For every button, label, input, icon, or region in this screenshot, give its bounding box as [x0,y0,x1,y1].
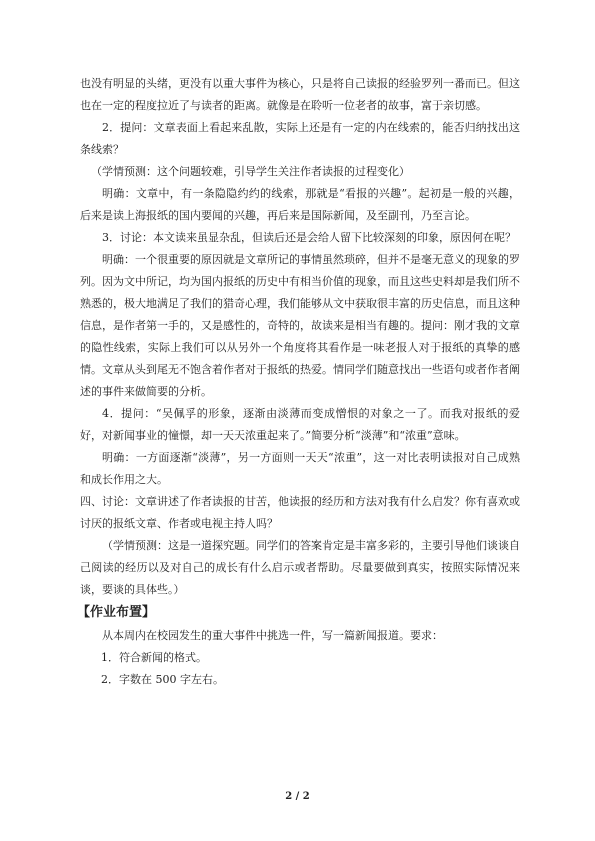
discussion-3: 3．讨论：本文读来虽显杂乱，但读后还是会给人留下比较深刻的印象，原因何在呢？ [102,231,516,244]
homework-intro: 从本周内在校园发生的重大事件中挑选一件，写一篇新闻报道。要求： [102,629,443,642]
prediction-note-1: （学情预测：这个问题较难，引导学生关注作者读报的过程变化） [91,165,410,178]
question-4: 4．提问：“吴佩孚的形象，逐渐由淡薄而变成憎恨的对象之一了。而我对报纸的爱好，对新闻事业的憧憬，却一天天浓重起来了。”简要分析“淡薄”和“浓重”意味。 [80,407,520,442]
homework-requirement-1: 1．符合新闻的格式。 [101,651,207,664]
answer-3: 明确：一个很重要的原因就是文章所记的事情虽然琐碎，但并不是毫无意义的现象的罗列。因为文中所记，均为国内报纸的历史中有相当价值的现象，而且这些史料却是我们所不熟悉的，极大地满足了我们的猎奇心理，我们能够从文中获取很丰富的历史信息，而且这种信息，是作者第一手的，又是感性的，奇特的，故读来是相当有趣的。提问：刚才我的文章的隐性线索，实际上我们可以从另外一个角度将其看作是一味老报人对于报纸的真挚的感情。文章从头到尾无不饱含着作者对于报纸的热爱。情同学们随意找出一些语句或者作者阐述的事件来做简要的分析。 [80,253,520,398]
prediction-note-2: （学情预测：这是一道探究题。同学们的答案肯定是丰富多彩的，主要引导他们谈谈自己阅读的经历以及对自己的成长有什么启示或者帮助。尽量要做到真实，按照实际情况来谈，要谈的具体些。） [80,539,520,596]
homework-requirement-2: 2．字数在 500 字左右。 [101,673,224,686]
page-number: 2 / 2 [285,791,310,802]
answer-2: 明确：文章中，有一条隐隐约约的线索，那就是“看报的兴趣”。起初是一般的兴趣，后来是读上海报纸的国内要闻的兴趣，再后来是国际新闻，及至副刊，乃至言论。 [80,187,520,222]
paragraph-continuation: 也没有明显的头绪，更没有以重大事件为核心，只是将自己读报的经验罗列一番而已。但这也在一定的程度拉近了与读者的距离。就像是在聆听一位老者的故事，富于亲切感。 [80,77,520,112]
question-2: 2．提问：文章表面上看起来乱散，实际上还是有一定的内在线索的，能否归纳找出这条线索？ [80,121,520,156]
discussion-section-4: 四、讨论：文章讲述了作者读报的甘苦，他读报的经历和方法对我有什么启发？你有喜欢或讨厌的报纸文章、作者或电视主持人吗？ [80,495,520,530]
page-body [77,73,520,691]
answer-4: 明确：一方面逐渐“淡薄”，另一方面则一天天“浓重”，这一对比表明读报对自己成熟和成长作用之大。 [80,451,520,486]
homework-heading: 【作业布置】 [77,605,156,620]
